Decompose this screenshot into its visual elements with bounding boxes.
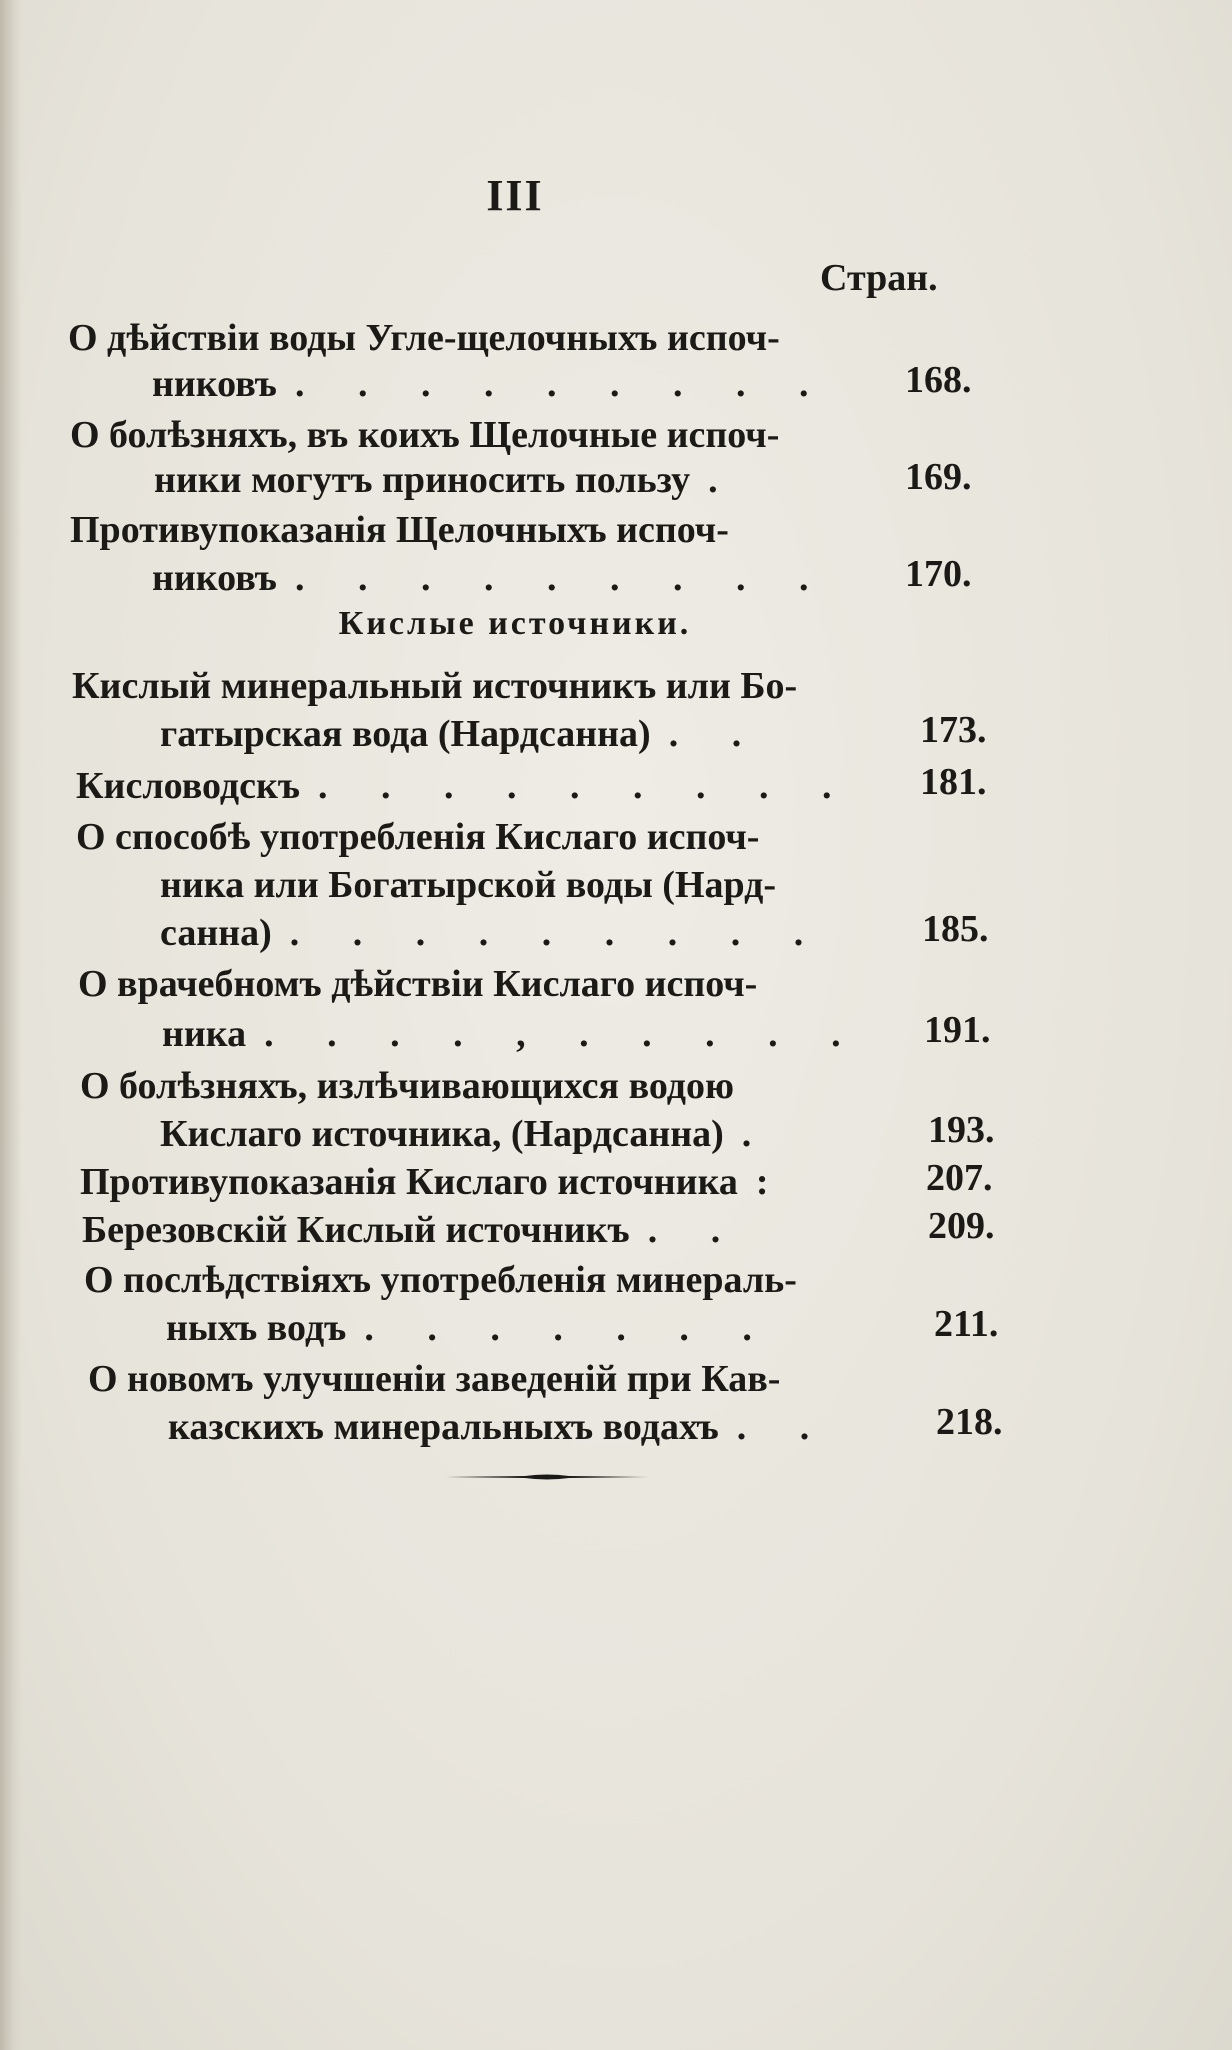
- toc-entry-line: [160, 712, 763, 756]
- toc-entry-line: О новомъ улучшеніи заведеній при Кав-: [88, 1358, 781, 1400]
- decorative-rule: [445, 1473, 650, 1481]
- dot-leader: . . . . , . . . . .: [264, 1013, 863, 1055]
- toc-entry-line: Противупоказанія Щелочныхъ испоч-: [70, 509, 729, 551]
- toc-page-number: 209.: [928, 1205, 995, 1247]
- toc-entry-text: Березовскій Кислый источникъ: [82, 1209, 630, 1251]
- toc-page-number: 169.: [905, 456, 972, 498]
- page-edge-shadow: [0, 0, 22, 2050]
- toc-page-number: 168.: [905, 359, 972, 401]
- column-heading-pages: Стран.: [820, 257, 938, 299]
- toc-entry-line: О врачебномъ дѣйствіи Кислаго испоч-: [78, 963, 758, 1005]
- section-heading: Кислые источники.: [338, 605, 692, 642]
- toc-page-number: 193.: [928, 1109, 995, 1151]
- toc-entry-text: ника: [162, 1013, 247, 1055]
- toc-entry-text: Кисловодскъ: [76, 765, 300, 807]
- toc-entry-line: [160, 911, 825, 955]
- toc-entry-text: никовъ: [152, 557, 277, 599]
- toc-page-number: 207.: [926, 1157, 993, 1199]
- dot-leader: .: [741, 1113, 774, 1155]
- toc-entry-line: О послѣдствіяхъ употребленія минераль-: [84, 1259, 797, 1301]
- toc-entry-text: санна): [160, 912, 272, 954]
- dot-leader: . . . . . . . . .: [294, 363, 831, 405]
- toc-page-number: 218.: [936, 1401, 1003, 1443]
- dot-leader: :: [755, 1161, 791, 1203]
- toc-entry-line: [152, 362, 830, 406]
- toc-entry-line: [76, 764, 854, 808]
- dot-leader: . . . . . . . . .: [294, 557, 831, 599]
- toc-page-number: 185.: [922, 908, 989, 950]
- toc-entry-line: [162, 1012, 863, 1056]
- dot-leader: . . . . . . . . .: [289, 912, 826, 954]
- toc-entry-text: ники могутъ приносить пользу: [154, 459, 691, 501]
- toc-entry-line: [82, 1208, 742, 1252]
- toc-entry-line: [168, 1405, 831, 1449]
- toc-page-number: 181.: [920, 761, 987, 803]
- toc-entry-line: ника или Богатырской воды (Нард-: [160, 864, 777, 906]
- dot-leader: . . . . . . . . .: [318, 765, 854, 807]
- dot-leader: . .: [668, 713, 764, 755]
- dot-leader: . . . . . . .: [364, 1307, 774, 1349]
- toc-entry-line: [166, 1306, 774, 1350]
- toc-entry-text: Противупоказанія Кислаго источника: [80, 1161, 738, 1203]
- toc-page-number: 170.: [905, 553, 972, 595]
- toc-entry-text: казскихъ минеральныхъ водахъ: [168, 1406, 719, 1448]
- dot-leader: .: [708, 459, 740, 501]
- toc-entry-line: О болѣзняхъ, излѣчивающихся водою: [80, 1065, 735, 1107]
- toc-entry-text: ныхъ водъ: [166, 1307, 347, 1349]
- toc-entry-line: [160, 1112, 773, 1156]
- dot-leader: . .: [647, 1209, 743, 1251]
- toc-entry-line: Кислый минеральный источникъ или Бо-: [72, 665, 798, 707]
- toc-entry-line: [154, 458, 740, 502]
- toc-entry-line: [152, 556, 830, 600]
- toc-entry-text: никовъ: [152, 363, 277, 405]
- toc-entry-line: [80, 1160, 791, 1204]
- toc-entry-line: О болѣзняхъ, въ коихъ Щелочные испоч-: [70, 414, 780, 456]
- page-number: III: [486, 171, 544, 220]
- toc-entry-line: О способѣ употребленія Кислаго испоч-: [76, 816, 760, 858]
- toc-page-number: 173.: [920, 709, 987, 751]
- toc-entry-text: гатырская вода (Нардсанна): [160, 713, 651, 755]
- toc-entry-line: О дѣйствіи воды Угле-щелочныхъ испоч-: [68, 317, 780, 359]
- dot-leader: . .: [736, 1406, 832, 1448]
- toc-entry-text: Кислаго источника, (Нардсанна): [160, 1113, 724, 1155]
- toc-page-number: 191.: [924, 1009, 991, 1051]
- toc-page-number: 211.: [934, 1303, 999, 1345]
